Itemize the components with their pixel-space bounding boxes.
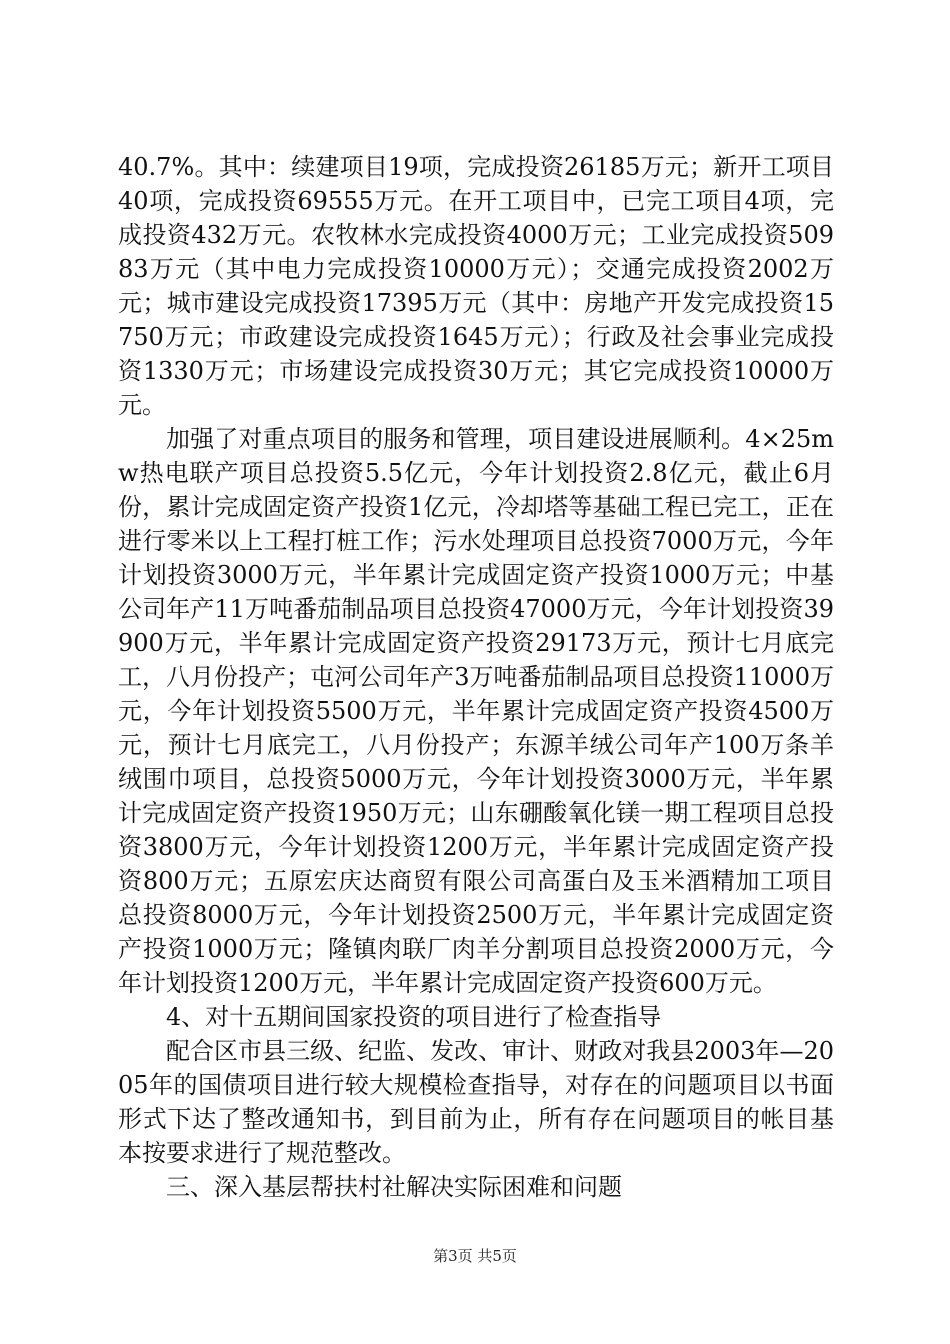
page-footer (0, 1246, 950, 1266)
paragraph-national-debt-inspection: 配合区市县三级、纪监、发改、审计、财政对我县2003年—2005年的国债项目进行较大规模检查指导，对存在的问题项目以书面形式下达了整改通知书，到目前为止，所有存在问题项目的帐目基本按要求进行了规范整改。 (118, 1037, 834, 1167)
paragraph-investment-summary: 40.7%。其中：续建项目19项，完成投资26185万元；新开工项目40项，完成投资69555万元。在开工项目中，已完工项目4项，完成投资432万元。农牧林水完成投资4000万元；工业完成投资50983万元（其中电力完成投资10000万元）；交通完成投资2002万元；城市建设完成投资17395万元（其中：房地产开发完成投资15750万元；市政建设完成投资1645万元）；行政及社会事业完成投资1330万元；市场建设完成投资30万元；其它完成投资10000万元。 (118, 153, 834, 419)
section-heading-inspection: 4、对十五期间国家投资的项目进行了检查指导 (166, 1003, 662, 1031)
section-heading-grassroots: 三、深入基层帮扶村社解决实际困难和问题 (166, 1173, 622, 1201)
document-body (118, 150, 834, 1204)
paragraph-key-projects: 加强了对重点项目的服务和管理，项目建设进展顺利。4×25mw热电联产项目总投资5.5亿元，今年计划投资2.8亿元，截止6月份，累计完成固定资产投资1亿元，冷却塔等基础工程已完工，正在进行零米以上工程打桩工作；污水处理项目总投资7000万元，今年计划投资3000万元，半年累计完成固定资产投资1000万元；中基公司年产11万吨番茄制品项目总投资47000万元，今年计划投资39900万元，半年累计完成固定资产投资29173万元，预计七月底完工，八月份投产；屯河公司年产3万吨番茄制品项目总投资11000万元，今年计划投资5500万元，半年累计完成固定资产投资4500万元，预计七月底完工，八月份投产；东源羊绒公司年产100万条羊绒围巾项目，总投资5000万元，今年计划投资3000万元，半年累计完成固定资产投资1950万元；山东硼酸氧化镁一期工程项目总投资3800万元，今年计划投资1200万元，半年累计完成固定资产投资800万元；五原宏庆达商贸有限公司高蛋白及玉米酒精加工项目总投资8000万元，今年计划投资2500万元，半年累计完成固定资产投资1000万元；隆镇肉联厂肉羊分割项目总投资2000万元，今年计划投资1200万元，半年累计完成固定资产投资600万元。 (118, 425, 834, 997)
page-number-label: 第3页 共5页 (433, 1247, 517, 1265)
